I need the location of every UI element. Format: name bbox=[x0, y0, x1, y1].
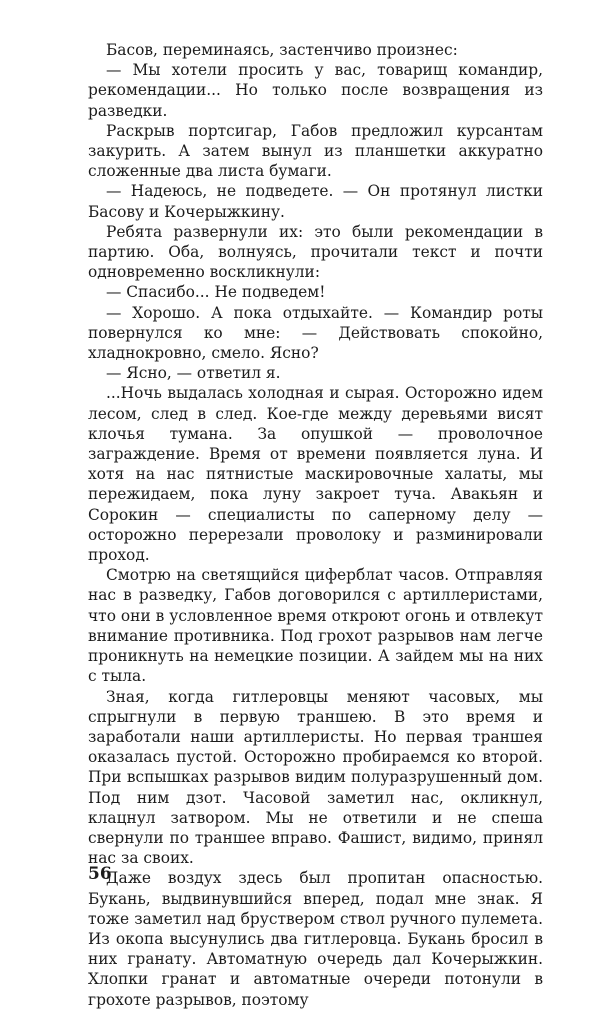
paragraph: Зная, когда гитлеровцы меняют часовых, мы спрыгнули в первую траншею. В это время и заработали наши артиллеристы. Но первая траншея оказалась пустой. Осторожно пробираемся ко второй. При вспышках разрывов видим полуразрушенный дом. Под ним дзот. Часовой заметил нас, окликнул, клацнул затвором. Мы не ответили и не спеша свернули по траншее вправо. Фашист, видимо, принял нас за своих. bbox=[88, 687, 543, 868]
paragraph: — Мы хотели просить у вас, товарищ командир, рекомендации... Но только после возвращения из разведки. bbox=[88, 61, 543, 120]
paragraph: ...Ночь выдалась холодная и сырая. Осторожно идем лесом, след в след. Кое-где между деревьями висят клочья тумана. За опушкой — проволочное заграждение. Время от времени появляется луна. И хотя на нас пятнистые маскировочные халаты, мы пережидаем, пока луну закроет туча. Авакьян и Сорокин — специалисты по саперному делу — осторожно перерезали проволоку и разминировали проход. bbox=[88, 384, 543, 565]
paragraph: Раскрыв портсигар, Габов предложил курсантам закурить. А затем вынул из планшетки аккуратно сложенные два листа бумаги. bbox=[88, 121, 543, 181]
paragraph: — Надеюсь, не подведете. — Он протянул листки Басову и Кочерыжкину. bbox=[88, 182, 543, 221]
body-text bbox=[88, 40, 543, 1010]
paragraph: Ребята развернули их: это были рекомендации в партию. Оба, волнуясь, прочитали текст и почти одновременно воскликнули: bbox=[88, 222, 543, 282]
paragraph: — Хорошо. А пока отдыхайте. — Командир роты повернулся ко мне: — Действовать спокойно, хладнокровно, смело. Ясно? bbox=[88, 303, 543, 363]
paragraph: — Спасибо... Не подведем! bbox=[106, 283, 326, 302]
paragraph: Басов, переминаясь, застенчиво произнес: bbox=[106, 41, 458, 59]
paragraph: Даже воздух здесь был пропитан опасностью. Букань, выдвинувшийся вперед, подал мне знак. Я тоже заметил над бруствером ствол ручного пулемета. Из окопа высунулись два гитлеровца. Букань бросил в них гранату. Автоматную очередь дал Кочерыжкин. Хлопки гранат и автоматные очереди потонули в грохоте разрывов, поэтому bbox=[88, 869, 543, 1009]
paragraph: — Ясно, — ответил я. bbox=[106, 364, 281, 383]
paragraph: Смотрю на светящийся циферблат часов. Отправляя нас в разведку, Габов договорился с артиллеристами, что они в условленное время откроют огонь и отвлекут внимание противника. Под грохот разрывов нам легче проникнуть на немецкие позиции. А зайдем мы на них с тыла. bbox=[88, 566, 543, 686]
page-number: 56 bbox=[88, 864, 112, 884]
